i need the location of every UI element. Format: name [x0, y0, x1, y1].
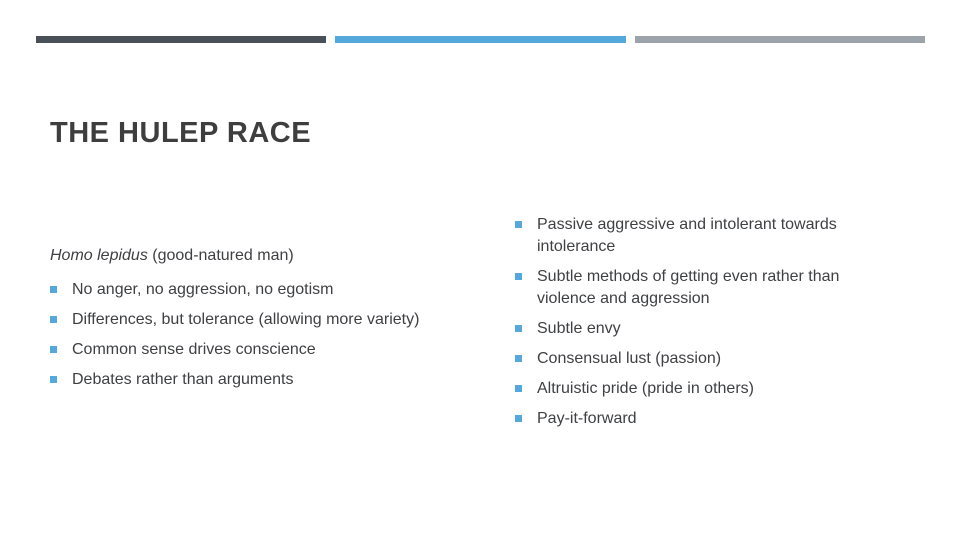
accent-bar-blue	[335, 36, 626, 43]
accent-bar-gray	[635, 36, 925, 43]
bullet-text: Debates rather than arguments	[72, 371, 294, 388]
bullet-square-icon	[515, 355, 522, 362]
bullet-square-icon	[50, 346, 57, 353]
slide-title: THE HULEP RACE	[50, 117, 312, 150]
list-item	[515, 408, 867, 430]
list-item	[50, 279, 500, 301]
accent-bar-dark	[36, 36, 326, 43]
bullet-text: Altruistic pride (pride in others)	[537, 380, 754, 397]
list-item	[50, 309, 500, 331]
lead-latin-term: Homo lepidus	[50, 247, 148, 264]
bullet-square-icon	[50, 376, 57, 383]
list-item	[515, 318, 867, 340]
bullet-square-icon	[515, 273, 522, 280]
bullet-square-icon	[50, 316, 57, 323]
list-item	[515, 348, 867, 370]
bullet-text: Subtle envy	[537, 320, 621, 337]
list-item	[50, 339, 500, 361]
bullet-square-icon	[515, 415, 522, 422]
bullet-square-icon	[515, 325, 522, 332]
bullet-text: Passive aggressive and intolerant towards intolerance	[537, 216, 837, 255]
lead-gloss: (good-natured man)	[147, 247, 294, 264]
list-item	[50, 369, 500, 391]
bullet-text: Pay-it-forward	[537, 410, 637, 427]
bullet-square-icon	[515, 221, 522, 228]
bullet-text: Subtle methods of getting even rather than violence and aggression	[537, 268, 840, 307]
list-item	[515, 214, 867, 258]
bullet-text: Common sense drives conscience	[72, 341, 316, 358]
list-item	[515, 266, 867, 310]
bullet-text: Differences, but tolerance (allowing more variety)	[72, 311, 420, 328]
left-text-column	[50, 245, 500, 399]
bullet-square-icon	[50, 286, 57, 293]
bullet-text: No anger, no aggression, no egotism	[72, 281, 334, 298]
lead-line	[50, 245, 500, 267]
bullet-text: Consensual lust (passion)	[537, 350, 722, 367]
list-item	[515, 378, 867, 400]
bullet-square-icon	[515, 385, 522, 392]
right-text-column	[515, 214, 867, 438]
